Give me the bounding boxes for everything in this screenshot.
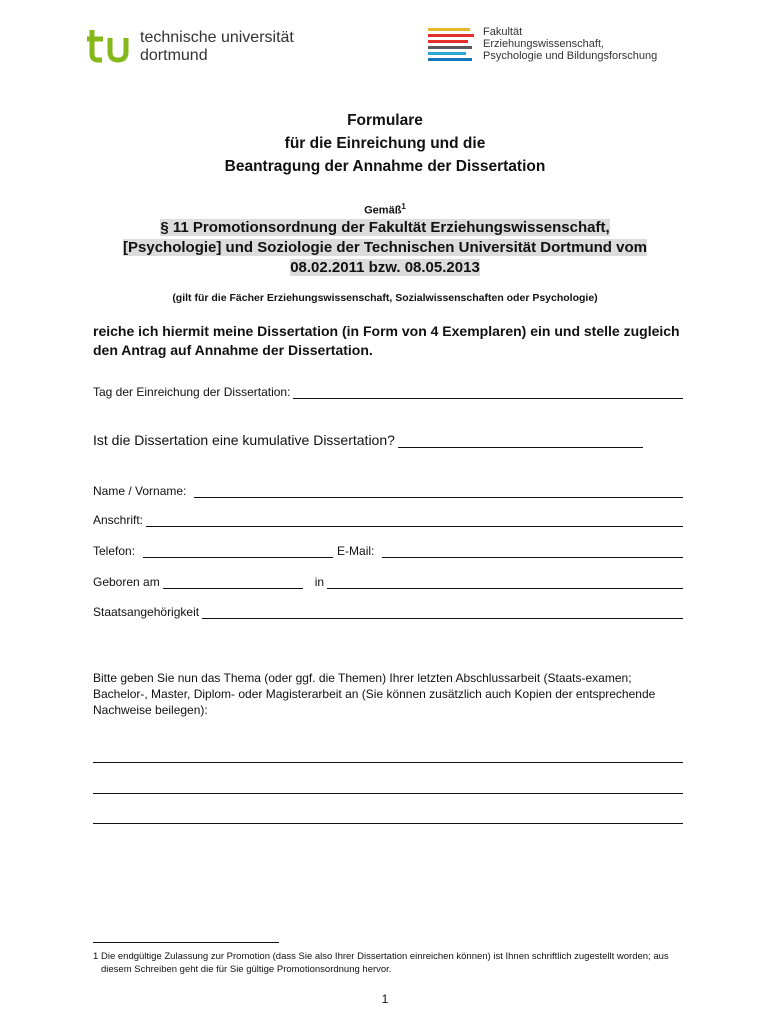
pruef-line3: 08.02.2011 bzw. 08.05.2013 <box>290 259 480 276</box>
faculty-logo-line2: Erziehungswissenschaft, <box>483 38 605 50</box>
input-line-anschrift[interactable] <box>146 514 683 527</box>
footnote-number: 1 <box>93 951 99 962</box>
input-line-geburtsort[interactable] <box>327 576 683 589</box>
input-line-telefon[interactable] <box>143 545 333 558</box>
pruef-line1: § 11 Promotionsordnung der Fakultät Erziehungswissenschaft, <box>160 219 610 236</box>
page-number: 1 <box>381 992 389 1006</box>
faculty-logo-line1: Fakultät <box>483 26 523 38</box>
pruef-line2: [Psychologie] und Soziologie der Technischen Universität Dortmund vom <box>123 239 647 256</box>
field-kumulativ <box>93 432 643 448</box>
field-anschrift <box>93 513 683 527</box>
applicability-note: (gilt für die Fächer Erziehungswissenschaft, Sozialwissenschaften oder Psychologie) <box>172 292 598 304</box>
input-line-geboren[interactable] <box>163 576 303 589</box>
field-telefon-email <box>93 544 683 558</box>
footnote-separator <box>93 942 279 943</box>
input-line-tag-einreichung[interactable] <box>293 386 683 399</box>
label-name: Name / Vorname: <box>93 484 187 498</box>
field-name <box>93 484 683 498</box>
faculty-logo <box>428 26 718 66</box>
label-staatsangehoerigkeit: Staatsangehörigkeit <box>93 605 200 619</box>
thema-line-3[interactable] <box>93 823 683 824</box>
faculty-logo-text <box>483 26 657 62</box>
footnote <box>93 950 685 976</box>
title-line1: Formulare <box>347 112 423 129</box>
label-email: E-Mail: <box>337 544 375 558</box>
thema-instruction: Bitte geben Sie nun das Thema (oder ggf. die Themen) Ihrer letzten Abschlussarbeit (Staats-examen; Bachelor-, Master, Diplom- oder Magisterarbeit an (Sie können zusätzlich auch Kopien der entsprechende Nachweise beilegen): <box>93 671 656 717</box>
label-anschrift: Anschrift: <box>93 513 144 527</box>
tu-logo-line2: dortmund <box>140 47 208 64</box>
field-staatsangehoerigkeit <box>93 605 683 619</box>
field-tag-einreichung <box>93 385 683 399</box>
tu-logo-text <box>140 29 294 65</box>
label-geboren: Geboren am <box>93 575 160 589</box>
tu-dortmund-logo <box>86 26 316 66</box>
title-line2: für die Einreichung und die <box>284 135 486 152</box>
label-geburtsort: in <box>314 575 325 589</box>
title-line3: Beantragung der Annahme der Dissertation <box>224 158 546 175</box>
input-line-name[interactable] <box>194 485 683 498</box>
input-line-email[interactable] <box>382 545 683 558</box>
faculty-logo-line3: Psychologie und Bildungsforschung <box>483 50 658 62</box>
label-kumulativ: Ist die Dissertation eine kumulative Dissertation? <box>93 432 395 448</box>
document-title <box>0 109 770 178</box>
gemass-label <box>0 202 770 217</box>
submission-statement: reiche ich hiermit meine Dissertation (in Form von 4 Exemplaren) ein und stelle zugleich den Antrag auf Annahme der Dissertation. <box>93 323 680 358</box>
field-geboren <box>93 575 683 589</box>
faculty-logo-bars-icon <box>428 28 478 64</box>
footnote-text: Die endgültige Zulassung zur Promotion (dass Sie also Ihrer Dissertation einreichen können) ist Ihnen schriftlich zugestellt worden; aus diesem Schreiben geht die für Sie gültige Promotionsordnung hervor. <box>101 951 669 975</box>
input-line-kumulativ[interactable] <box>398 435 643 448</box>
thema-line-1[interactable] <box>93 762 683 763</box>
tu-logo-mark-icon <box>86 26 136 66</box>
label-tag-einreichung: Tag der Einreichung der Dissertation: <box>93 385 291 399</box>
tu-logo-line1: technische universität <box>140 29 294 46</box>
thema-line-2[interactable] <box>93 793 683 794</box>
label-telefon: Telefon: <box>93 544 136 558</box>
gemass-text: Gemäß <box>364 204 402 217</box>
promotionsordnung-reference <box>80 218 690 278</box>
input-line-staatsangehoerigkeit[interactable] <box>202 606 683 619</box>
gemass-footnote-ref: 1 <box>401 202 406 211</box>
